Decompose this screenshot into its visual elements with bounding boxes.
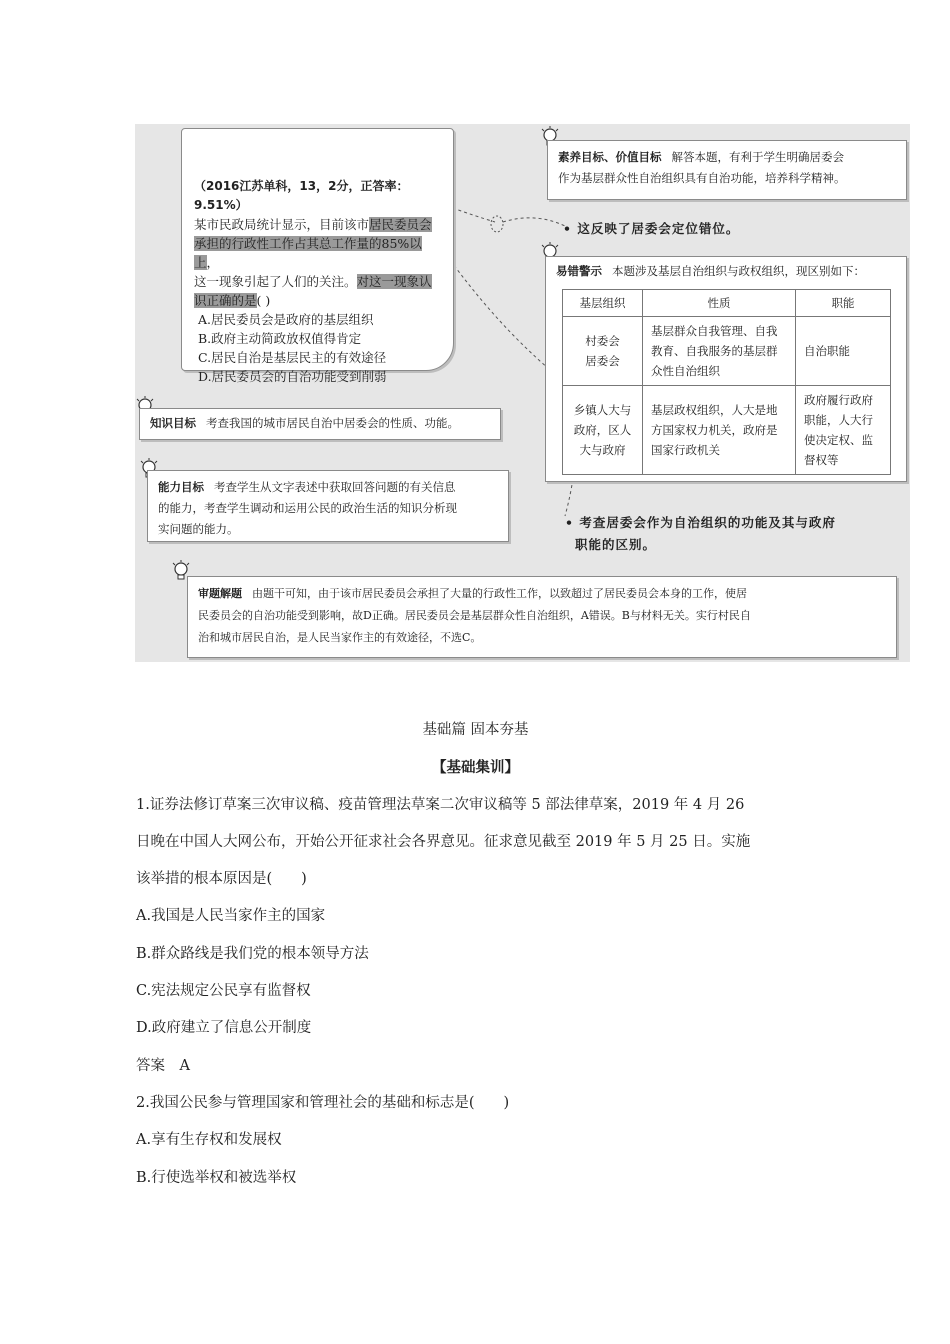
question-1-option-b: B.群众路线是我们党的根本领导方法: [136, 945, 369, 962]
knowledge-goal-text: 考查我国的城市居民自治中居委会的性质、功能。: [206, 416, 459, 430]
exam-analysis-figure: [135, 124, 910, 662]
stem-highlight-1: 居民委员会: [369, 217, 432, 232]
stem-highlight-3: 对这一现象认: [356, 274, 432, 289]
literacy-goal-title: 素养目标、价值目标: [558, 150, 662, 164]
ability-goal-note: [147, 470, 509, 542]
question-1-line-3: 该举措的根本原因是( ): [136, 871, 307, 888]
question-stem: [194, 215, 441, 310]
question-2-option-b: B.行使选举权和被选举权: [136, 1169, 297, 1186]
document-body: [136, 712, 826, 1197]
question-2-option-a: A.享有生存权和发展权: [136, 1132, 282, 1149]
knowledge-goal-title: 知识目标: [150, 416, 196, 430]
question-option-c: C.居民自治是基层民主的有效途径: [198, 350, 387, 365]
question-1-line-2: 日晚在中国人大网公布，开始公开征求社会各界意见。征求意见截至 2019 年 5 月 25 日。实施: [136, 833, 751, 850]
row-1-organization: 村委会 居委会: [563, 317, 643, 386]
stem-highlight-4: 识正确的是: [194, 293, 257, 308]
remark-function-difference: • 考查居委会作为自治组织的功能及其与政府 职能的区别。: [565, 515, 836, 552]
header-nature: 性质: [643, 290, 796, 317]
stem-highlight-2: 承担的行政性工作占其总工作量的85%以上: [194, 236, 422, 270]
ability-goal-text-1: 考查学生从文字表述中获取回答问题的有关信息: [214, 480, 456, 494]
problem-analysis-title: 审题解题: [198, 587, 242, 600]
remark-misplacement: • 这反映了居委会定位错位。: [563, 221, 740, 236]
question-1-answer: 答案 A: [136, 1057, 190, 1074]
row-2-function: 政府履行政府 职能，人大行 使决定权、监 督权等: [796, 386, 891, 475]
ability-goal-text-3: 实问题的能力。: [158, 522, 239, 536]
table-row: [563, 317, 891, 386]
ability-goal-title: 能力目标: [158, 480, 204, 494]
problem-analysis-text-1: 由题干可知，由于该市居民委员会承担了大量的行政性工作，以致超过了居民委员会本身的工作，使居: [252, 587, 747, 600]
stem-text-2: ，: [206, 255, 220, 270]
header-function: 职能: [796, 290, 891, 317]
row-2-nature: 基层政权组织，人大是地 方国家权力机关，政府是 国家行政机关: [643, 386, 796, 475]
common-mistake-text: 本题涉及基层自治组织与政权组织，现区别如下：: [612, 264, 865, 278]
question-1-option-a: A.我国是人民当家作主的国家: [136, 908, 326, 925]
question-1-line-1: 1.证券法修订草案三次审议稿、疫苗管理法草案二次审议稿等 5 部法律草案，2019 年 4 月 26: [136, 796, 745, 813]
literacy-goal-text-1: 解答本题，有利于学生明确居委会: [671, 150, 844, 164]
stem-text-1: 某市民政局统计显示，目前该市: [194, 217, 370, 232]
question-2-stem: 2.我国公民参与管理国家和管理社会的基础和标志是( ): [136, 1094, 510, 1111]
literacy-goal-note: [547, 140, 907, 200]
table-row: [563, 386, 891, 475]
stem-blank: ( ): [256, 293, 271, 308]
question-card: [181, 128, 454, 384]
literacy-goal-text-2: 作为基层群众性自治组织具有自治功能，培养科学精神。: [558, 171, 846, 185]
question-1-option-d: D.政府建立了信息公开制度: [136, 1020, 312, 1037]
row-1-function: 自治职能: [796, 317, 891, 386]
problem-analysis-note: [187, 576, 897, 658]
question-option-b: B.政府主动简政放权值得肯定: [198, 331, 362, 346]
ability-goal-text-2: 的能力，考查学生调动和运用公民的政治生活的知识分析现: [158, 501, 457, 515]
common-mistake-title: 易错警示: [556, 264, 602, 278]
row-1-nature: 基层群众自我管理、自我 教育、自我服务的基层群 众性自治组织: [643, 317, 796, 386]
knowledge-goal-note: [139, 408, 501, 440]
question-header: （2016江苏单科，13，2分，正答率：9.51%）: [194, 179, 409, 212]
problem-analysis-text-3: 治和城市居民自治，是人民当家作主的有效途径，不选C。: [198, 631, 482, 644]
question-1-option-c: C.宪法规定公民享有监督权: [136, 983, 311, 1000]
stem-text-3: 这一现象引起了人们的关注。: [194, 274, 357, 289]
header-organization: 基层组织: [563, 290, 643, 317]
section-title: 基础篇 固本夯基: [422, 722, 529, 738]
common-mistake-note: [545, 256, 907, 482]
problem-analysis-text-2: 民委员会的自治功能受到影响，故D正确。居民委员会是基层群众性自治组织，A错误。B与材料无关。实行村民自: [198, 609, 751, 622]
question-option-d: D.居民委员会的自治功能受到削弱: [198, 369, 387, 384]
comparison-table: [562, 289, 891, 475]
row-2-organization: 乡镇人大与 政府，区人 大与政府: [563, 386, 643, 475]
table-header-row: [563, 290, 891, 317]
question-option-a: A.居民委员会是政府的基层组织: [198, 312, 374, 327]
subsection-title: 【基础集训】: [432, 759, 519, 777]
